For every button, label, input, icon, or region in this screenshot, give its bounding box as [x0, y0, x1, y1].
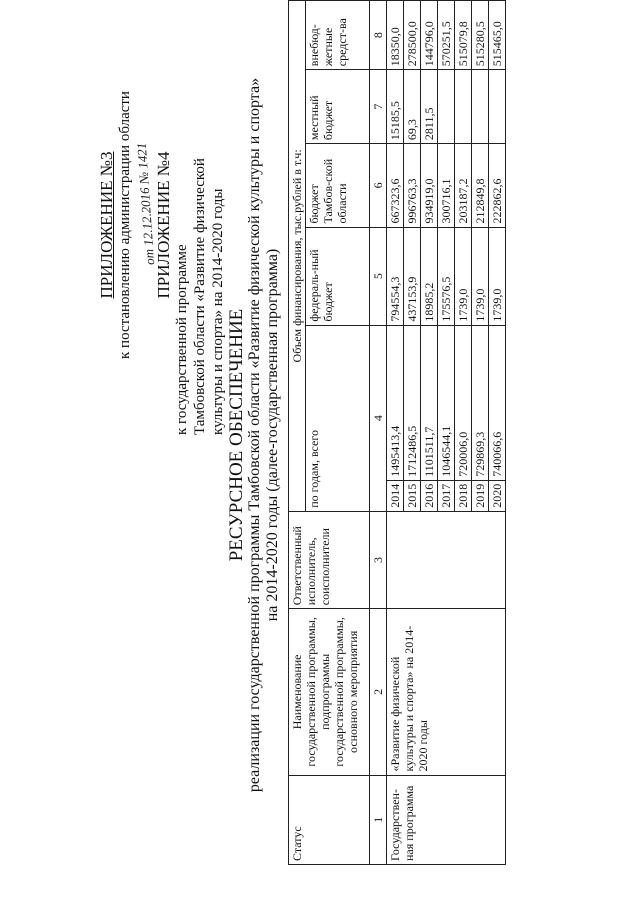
regional-cell: 934919,0 [421, 144, 438, 227]
year-cell: 2020 [489, 480, 506, 511]
federal-cell: 175576,5 [438, 227, 455, 325]
column-number: 2 [370, 609, 387, 775]
appendix-4-block [155, 15, 227, 435]
extra-cell: 144796,0 [421, 1, 438, 70]
federal-cell: 437153,9 [404, 227, 421, 325]
row-status: Государствен-ная программа [387, 775, 506, 864]
column-number: 8 [370, 1, 387, 70]
year-cell: 2019 [472, 480, 489, 511]
local-cell [472, 70, 489, 144]
appendix-3-title: ПРИЛОЖЕНИЕ №3 [97, 151, 116, 299]
regional-cell: 212849,8 [472, 144, 489, 227]
header-federal: федераль-ный бюджет [306, 227, 370, 325]
row-executor [387, 511, 506, 608]
appendix-4-title: ПРИЛОЖЕНИЕ №4 [154, 151, 173, 299]
local-cell [489, 70, 506, 144]
title-line: на 2014-2020 годы (далее-государственная программа) [264, 248, 281, 622]
total-cell: 1712486,5 [404, 325, 421, 480]
regional-cell: 203187,2 [455, 144, 472, 227]
title-heading: РЕСУРСНОЕ ОБЕСПЕЧЕНИЕ [226, 308, 247, 562]
header-regional: бюджет Тамбов-ской области [306, 144, 370, 227]
header-total: по годам, всего [306, 325, 370, 511]
appendix-3-line: к постановлению администрации области [117, 91, 133, 359]
header-extra: внебюд-жетные средст-ва [306, 1, 370, 70]
row-program-name: «Развитие физической культуры и спорта» на 2014-2020 годы [387, 609, 506, 775]
extra-cell: 515079,8 [455, 1, 472, 70]
year-cell: 2018 [455, 480, 472, 511]
column-number: 3 [370, 511, 387, 608]
federal-cell: 1739,0 [489, 227, 506, 325]
appendix-4-line: культуры и спорта» на 2014-2020 годы [210, 188, 226, 435]
extra-cell: 570251,5 [438, 1, 455, 70]
resource-table [288, 0, 506, 865]
year-cell: 2017 [438, 480, 455, 511]
local-cell [455, 70, 472, 144]
extra-cell: 515280,5 [472, 1, 489, 70]
column-number: 4 [370, 325, 387, 511]
local-cell: 69,3 [404, 70, 421, 144]
total-cell: 1101511,7 [421, 325, 438, 480]
column-number: 7 [370, 70, 387, 144]
extra-cell: 515465,0 [489, 1, 506, 70]
extra-cell: 278500,0 [404, 1, 421, 70]
regional-cell: 996763,3 [404, 144, 421, 227]
appendix-4-line: к государственной программе [174, 244, 190, 435]
column-number: 6 [370, 144, 387, 227]
handwritten-date-number: от 12.12.2016 № 1421 [133, 142, 158, 266]
document-title [228, 5, 282, 865]
regional-cell: 667323,6 [387, 144, 404, 227]
table-row [387, 1, 404, 865]
local-cell: 15185,5 [387, 70, 404, 144]
appendix-3-block [98, 15, 134, 435]
local-cell: 2811,5 [421, 70, 438, 144]
regional-cell: 222862,6 [489, 144, 506, 227]
column-number-row [370, 1, 387, 865]
total-cell: 720006,0 [455, 325, 472, 480]
header-executor: Ответственный исполнитель, соисполнители [289, 511, 370, 608]
federal-cell: 1739,0 [455, 227, 472, 325]
extra-cell: 18350,0 [387, 1, 404, 70]
header-status: Статус [289, 775, 370, 864]
total-cell: 740066,6 [489, 325, 506, 480]
local-cell [438, 70, 455, 144]
year-cell: 2014 [387, 480, 404, 511]
column-number: 5 [370, 227, 387, 325]
total-cell: 729869,3 [472, 325, 489, 480]
header-name: Наименование государственной программы, подпрограммы государственной программы, основного мероприятия [289, 609, 370, 775]
appendix-4-line: Тамбовской области «Развитие физической [192, 158, 208, 435]
regional-cell: 300716,1 [438, 144, 455, 227]
header-local: местный бюджет [306, 70, 370, 144]
column-number: 1 [370, 775, 387, 864]
total-cell: 1046544,1 [438, 325, 455, 480]
federal-cell: 794554,3 [387, 227, 404, 325]
title-line: реализации государственной программы Тамбовской области «Развитие физической культуры и спорта» [246, 77, 263, 793]
year-cell: 2015 [404, 480, 421, 511]
header-funding: Объем финансирования, тыс.рублей в т.ч: [289, 1, 306, 512]
year-cell: 2016 [421, 480, 438, 511]
total-cell: 1495413,4 [387, 325, 404, 480]
federal-cell: 1739,0 [472, 227, 489, 325]
federal-cell: 18985,2 [421, 227, 438, 325]
